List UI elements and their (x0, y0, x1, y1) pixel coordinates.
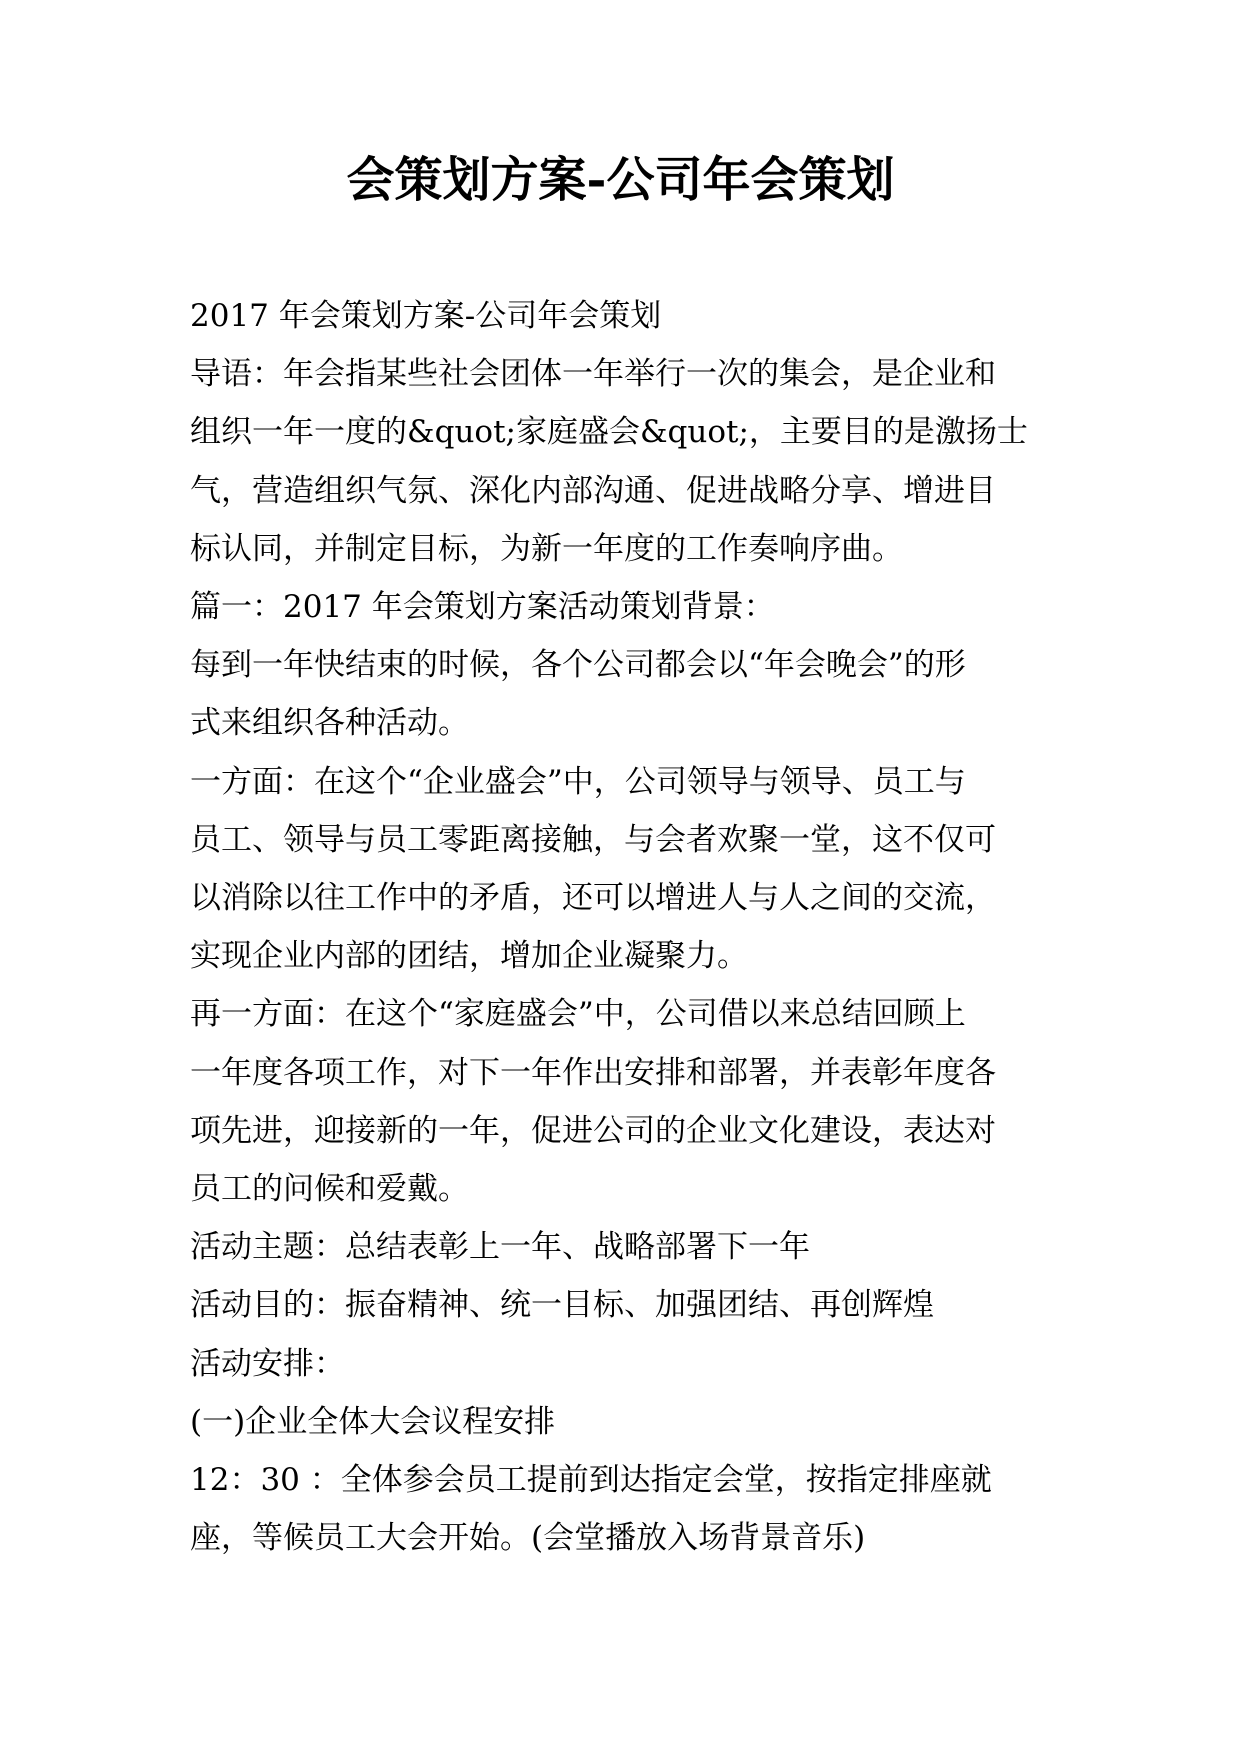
text-line: 座，等候员工大会开始。(会堂播放入场背景音乐) (190, 1520, 866, 1557)
text-line: 导语：年会指某些社会团体一年举行一次的集会，是企业和 (190, 356, 996, 393)
text-line: 组织一年一度的&quot;家庭盛会&quot;，主要目的是激扬士 (190, 414, 1028, 451)
text-line: 每到一年快结束的时候，各个公司都会以“年会晚会”的形 (190, 647, 966, 684)
text-line: 项先进，迎接新的一年，促进公司的企业文化建设，表达对 (190, 1112, 996, 1149)
document-body (190, 287, 1070, 1567)
text-line: 一年度各项工作，对下一年作出安排和部署，并表彰年度各 (190, 1054, 996, 1091)
text-line: 2017 年会策划方案-公司年会策划 (190, 298, 662, 334)
text-line: 员工、领导与员工零距离接触，与会者欢聚一堂，这不仅可 (190, 821, 996, 858)
text-line: 员工的问候和爱戴。 (190, 1171, 469, 1208)
text-line: 实现企业内部的团结，增加企业凝聚力。 (190, 938, 748, 975)
text-line: 再一方面：在这个“家庭盛会”中，公司借以来总结回顾上 (190, 996, 966, 1033)
text-line: 12：30 ：全体参会员工提前到达指定会堂，按指定排座就 (190, 1462, 992, 1499)
text-line: 活动目的：振奋精神、统一目标、加强团结、再创辉煌 (190, 1287, 934, 1324)
text-line: 一方面：在这个“企业盛会”中，公司领导与领导、员工与 (190, 763, 966, 800)
text-line: 标认同，并制定目标，为新一年度的工作奏响序曲。 (190, 530, 903, 567)
text-line: 以消除以往工作中的矛盾，还可以增进人与人之间的交流， (190, 880, 996, 917)
text-line: 式来组织各种活动。 (190, 705, 469, 742)
document-title: 会策划方案-公司年会策划 (346, 152, 895, 208)
text-line: 活动安排： (190, 1345, 345, 1382)
text-line: 气，营造组织气氛、深化内部沟通、促进战略分享、增进目 (190, 472, 996, 509)
text-line: (一)企业全体大会议程安排 (190, 1403, 556, 1440)
text-line: 篇一：2017 年会策划方案活动策划背景： (190, 589, 775, 626)
text-line: 活动主题：总结表彰上一年、战略部署下一年 (190, 1229, 810, 1266)
